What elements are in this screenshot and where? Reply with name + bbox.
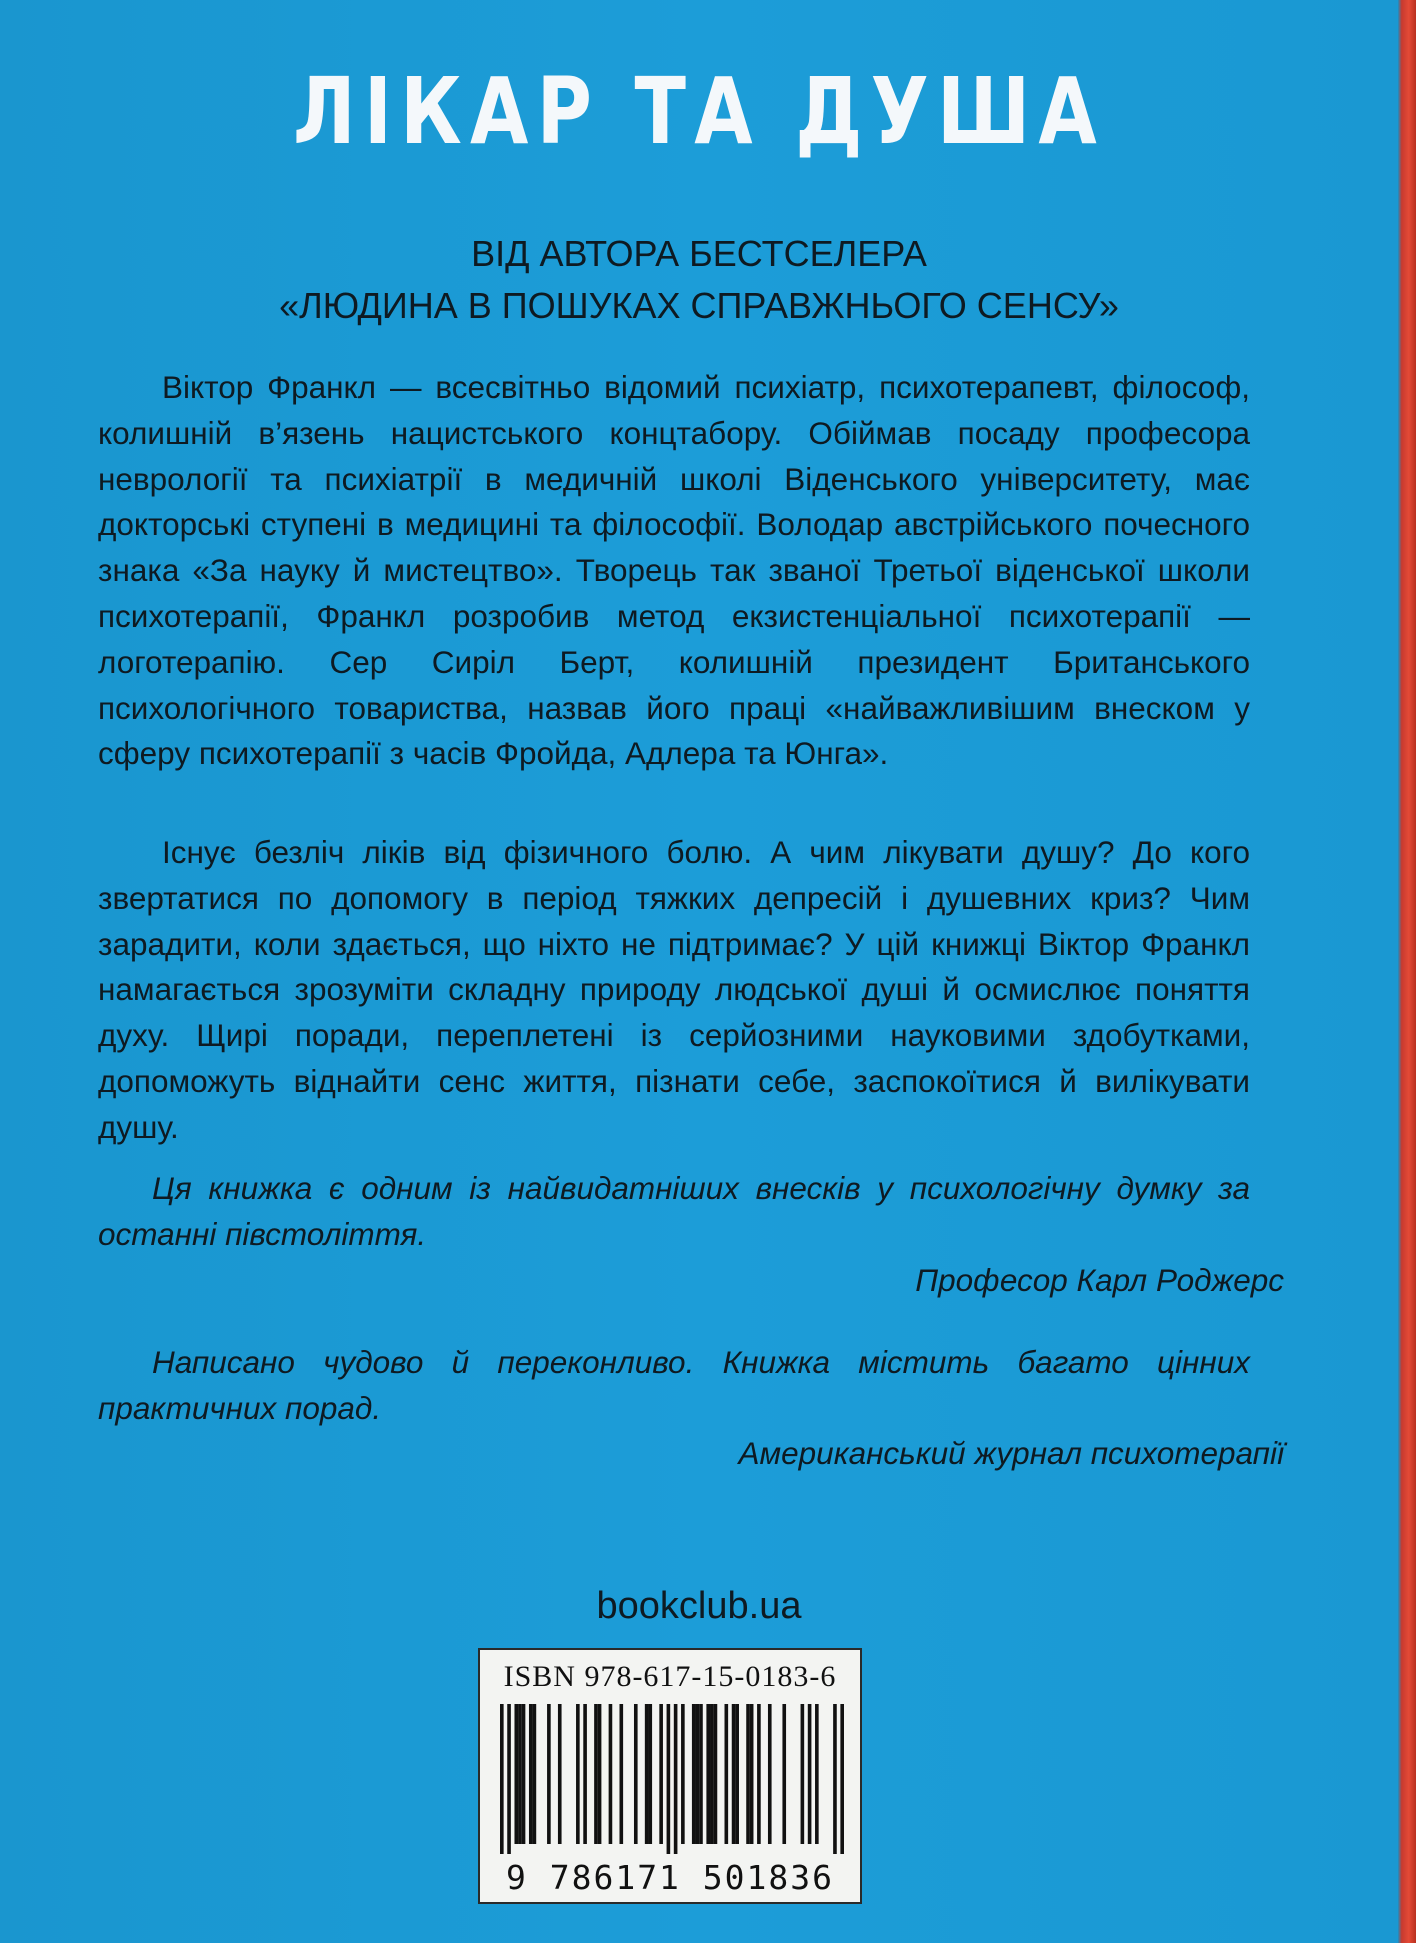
barcode-bar [681,1704,685,1844]
barcode-bars [500,1704,844,1854]
barcode-bar [706,1704,710,1844]
barcode-bar [507,1704,511,1854]
barcode-bar [533,1704,537,1844]
barcode-bar [801,1704,805,1844]
barcode-bar [735,1704,739,1844]
barcode-bar [648,1704,652,1844]
barcode-bar [750,1704,754,1844]
book-description-paragraph: Існує безліч ліків від фізичного болю. А чим лікувати душу? До кого звертатися по допомогу в період тяжких депресій і душевних криз? Чим зарадити, коли здається, що ніхто не підтримає? У цій книжці Віктор Франкл намагається зрозуміти складну природу людської душі й осмислює поняття духу. Щирі поради, переплетені із серйозними науковими здобутками, допоможуть віднайти сенс життя, пізнати себе, заспокоїтися й вилікувати душу. [98,834,1250,1145]
barcode-bar [594,1704,598,1844]
book-title: ЛІКАР ТА ДУША [293,58,1105,165]
barcode-bar [840,1704,844,1854]
barcode-bar [808,1704,812,1844]
barcode-bar [518,1704,522,1844]
isbn-barcode [478,1648,862,1904]
barcode-bar [547,1704,551,1844]
red-page-edge [1398,0,1416,1943]
review-quote-1: Ця книжка є одним із найвидатніших внесків у психологічну думку за останні півстоліття. [98,1170,1250,1252]
ean-digits: 9 786171 501836 [505,1858,834,1897]
barcode-bar [699,1704,703,1844]
barcode-bar [609,1704,613,1844]
isbn-number: ISBN 978-617-15-0183-6 [503,1660,837,1693]
subtitle-line-1: ВІД АВТОРА БЕСТСЕЛЕРА [471,233,927,274]
barcode-bar [529,1704,533,1844]
barcode-bar [833,1704,837,1854]
barcode-bar [746,1704,750,1844]
barcode-bar [710,1704,714,1844]
barcode-bar [619,1704,623,1844]
barcode-bar [522,1704,526,1844]
barcode-bar [667,1704,671,1854]
barcode-bar [576,1704,580,1844]
author-bio-paragraph: Віктор Франкл — всесвітньо відомий психіатр, психотерапевт, філософ, колишній в’язень нацистського концтабору. Обіймав посаду професора неврології та психіатрії в медичній школі Віденського університету, має докторські ступені в медицині та філософії. Володар австрійського почесного знака «За науку й мистецтво». Творець так званої Третьої віденської школи психотерапії, Франкл розробив метод екзистенціальної психотерапії — логотерапію. Сер Сиріл Берт, колишній президент Британського психологічного товариства, назвав його праці «найважливішим внеском у сферу психотерапії з часів Фройда, Адлера та Юнга». [98,369,1250,772]
barcode-bar [714,1704,718,1844]
publisher-website: bookclub.ua [596,1585,802,1627]
barcode-bar [514,1704,518,1844]
barcode-bar [732,1704,736,1844]
barcode-bar [645,1704,649,1844]
barcode-bar [757,1704,761,1844]
barcode-bar [815,1704,819,1844]
barcode-bar [500,1704,504,1854]
barcode-bar [696,1704,700,1844]
barcode-bar [674,1704,678,1854]
review-quote-2-author: Американський журнал психотерапії [738,1435,1284,1471]
barcode-bar [768,1704,772,1844]
subtitle-line-2: «ЛЮДИНА В ПОШУКАХ СПРАВЖНЬОГО СЕНСУ» [279,285,1119,326]
barcode-bar [583,1704,587,1844]
barcode-bar [598,1704,602,1844]
barcode-bar [659,1704,663,1844]
review-quote-1-author: Професор Карл Роджерс [915,1262,1284,1298]
barcode-bar [725,1704,729,1844]
barcode-bar [558,1704,562,1844]
barcode-bar [782,1704,786,1844]
bestseller-subtitle [0,228,1398,332]
barcode-bar [634,1704,638,1844]
review-quote-2: Написано чудово й переконливо. Книжка містить багато цінних практичних порад. [98,1344,1250,1426]
barcode-bar [692,1704,696,1844]
